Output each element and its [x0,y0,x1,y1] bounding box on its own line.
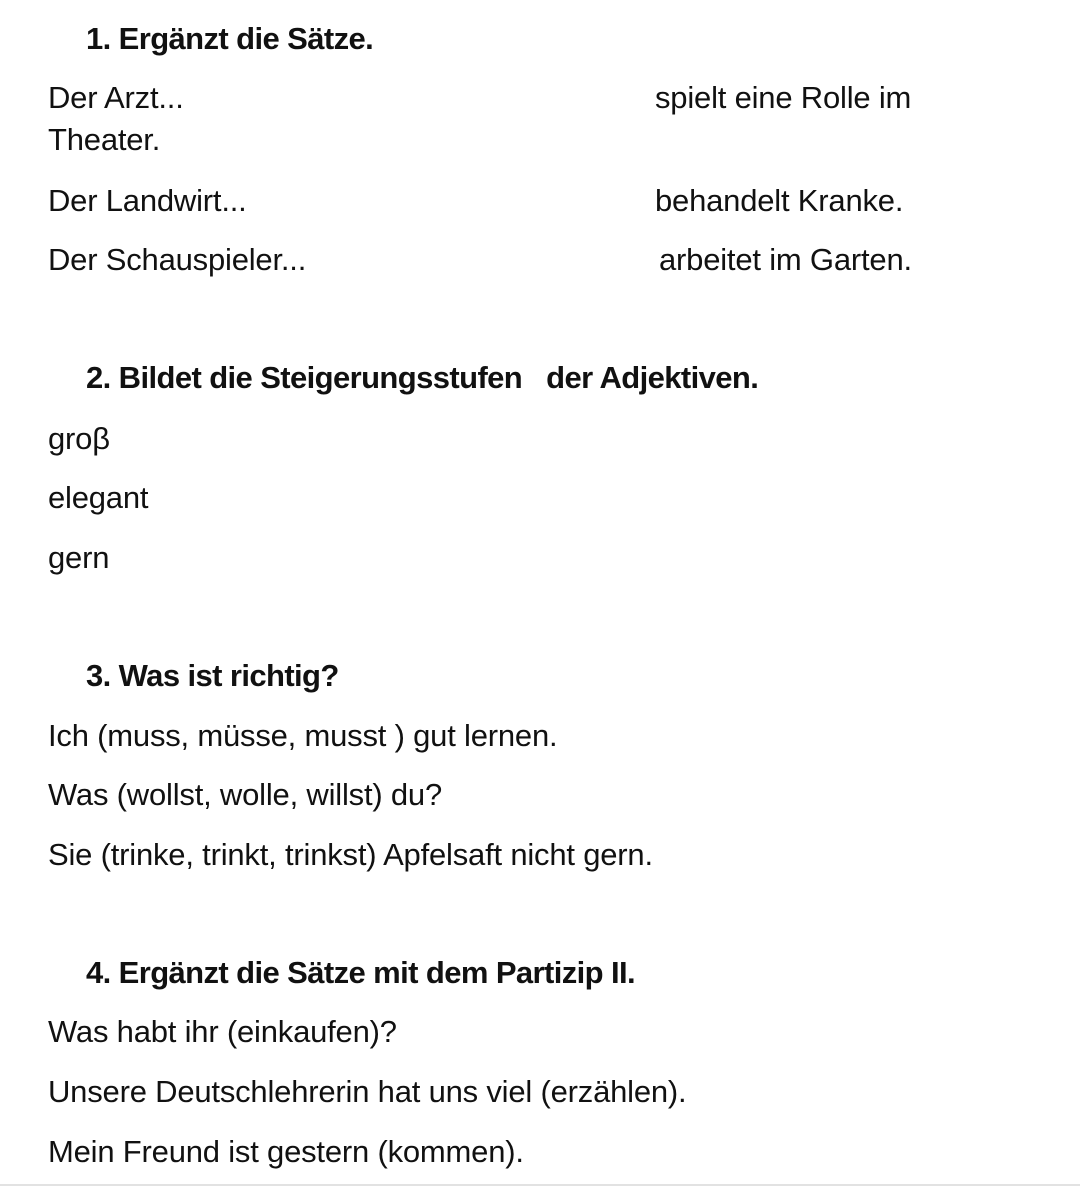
section4-heading: 4. Ergänzt die Sätze mit dem Partizip II. [86,955,636,990]
s1-left-item-schauspieler: Der Schauspieler... [48,242,307,277]
s1-left-item-theater: Theater. [48,122,161,157]
section2-heading: 2. Bildet die Steigerungsstufen der Adjektiven. [86,360,759,395]
s3-item-muss: Ich (muss, müsse, musst ) gut lernen. [48,718,558,753]
s2-item-elegant: elegant [48,480,149,515]
section1-heading: 1. Ergänzt die Sätze. [86,21,374,56]
s3-item-wollst: Was (wollst, wolle, willst) du? [48,777,443,812]
s4-item-einkaufen: Was habt ihr (einkaufen)? [48,1014,397,1049]
s1-left-item-arzt: Der Arzt... [48,80,184,115]
s1-right-item-kranke: behandelt Kranke. [655,183,904,218]
s2-item-gross: groβ [48,421,110,456]
s1-right-item-garten: arbeitet im Garten. [659,242,912,277]
s1-left-item-landwirt: Der Landwirt... [48,183,247,218]
section3-heading: 3. Was ist richtig? [86,658,339,693]
s4-item-kommen: Mein Freund ist gestern (kommen). [48,1134,524,1169]
s4-item-erzaehlen: Unsere Deutschlehrerin hat uns viel (erzählen). [48,1074,687,1109]
s2-item-gern: gern [48,540,110,575]
s1-right-item-rolle: spielt eine Rolle im [655,80,912,115]
s3-item-trinke: Sie (trinke, trinkt, trinkst) Apfelsaft nicht gern. [48,837,653,872]
